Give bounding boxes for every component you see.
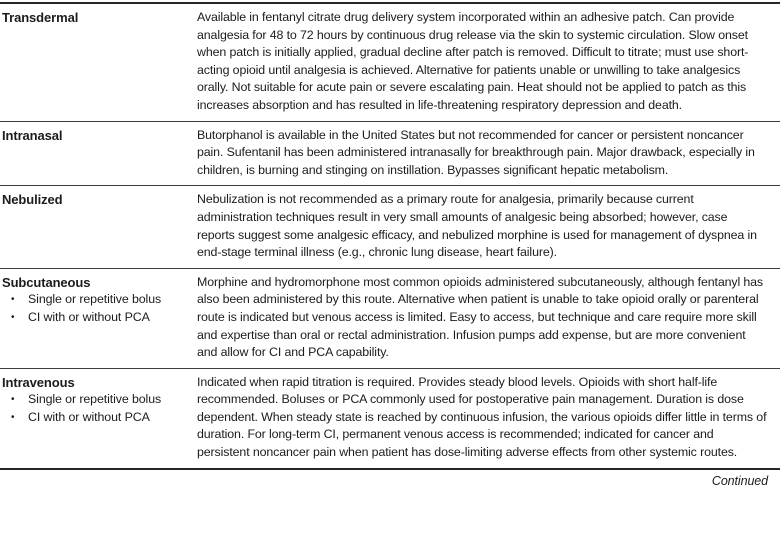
route-name: Nebulized xyxy=(2,192,63,208)
table-row-subcutaneous xyxy=(0,269,780,369)
table-row-intravenous xyxy=(0,369,780,470)
table-row-transdermal xyxy=(0,4,780,122)
administration-routes-table xyxy=(0,2,780,470)
bullet-label: Single or repetitive bolus xyxy=(28,392,162,407)
route-cell xyxy=(0,374,197,462)
route-name: Intravenous xyxy=(2,374,75,390)
list-item xyxy=(2,291,189,309)
route-name: Intranasal xyxy=(2,127,63,143)
route-name: Subcutaneous xyxy=(2,274,91,290)
table-row-intranasal xyxy=(0,122,780,187)
bullet-icon: • xyxy=(11,311,15,323)
table-footer xyxy=(0,470,780,490)
description-cell: Butorphanol is available in the United States but not recommended for cancer or persistent noncancer pain. Sufentanil has been administered intranasally for breakthrough pain. Major drawback, especially in children, is burning and stinging on instillation. Bypasses significant hepatic metabolism. xyxy=(197,127,755,177)
description-cell: Morphine and hydromorphone most common opioids administered subcutaneously, although fentanyl has also been administered by this route. Alternative when patient is unable to take opioid orally or parenteral route is indicated but venous access is limited. Easy to access, but technique and care require more skill and expertise than oral or rectal administration. Infusion pumps add expense, but are more convenient and allow for CI and PCA capability. xyxy=(197,274,764,360)
route-cell xyxy=(0,191,197,261)
list-item xyxy=(2,309,189,327)
bullet-label: CI with or without PCA xyxy=(28,409,150,424)
route-name: Transdermal xyxy=(2,10,79,25)
bullet-icon: • xyxy=(11,394,15,406)
route-cell xyxy=(0,274,197,362)
route-options-list xyxy=(2,291,189,326)
description-cell: Available in fentanyl citrate drug delivery system incorporated within an adhesive patch. Can provide analgesia for 48 to 72 hours by continuous drug release via the skin to systemic circulation. Slow onset when patch is initially applied, gradual decline after patch is removed. Difficult to titrate; must use short-acting opioid until analgesia is achieved. Alternative for patients unable or unwilling to take analgesics orally. Not suitable for acute pain or severe escalating pain. Heat should not be applied to patch as this increases absorption and has resulted in life-threatening respiratory depression and death. xyxy=(197,10,749,112)
list-item xyxy=(2,409,189,427)
route-cell xyxy=(0,9,197,115)
bullet-icon: • xyxy=(11,294,15,306)
list-item xyxy=(2,391,189,409)
table-row-nebulized xyxy=(0,186,780,268)
bullet-icon: • xyxy=(11,411,15,423)
route-options-list xyxy=(2,391,189,426)
description-cell: Indicated when rapid titration is required. Provides steady blood levels. Opioids with short half-life recommended. Boluses or PCA commonly used for postoperative pain management. Duration is dose dependent. When steady state is reached by continuous infusion, the various opioids differ little in terms of duration. For long-term CI, permanent venous access is recommended; indicated for cancer and persistent noncancer pain when patient has dose-limiting adverse effects from other systemic routes. xyxy=(197,374,767,460)
continued-label: Continued xyxy=(711,473,768,488)
bullet-label: CI with or without PCA xyxy=(28,309,150,324)
bullet-label: Single or repetitive bolus xyxy=(28,292,162,307)
route-cell xyxy=(0,127,197,180)
description-cell: Nebulization is not recommended as a primary route for analgesia, primarily because current administration techniques result in very small amounts of analgesic being absorbed; however, case reports suggest some analgesic efficacy, and nebulized morphine is used for management of dyspnea in end-stage terminal illness (e.g., chronic lung disease, heart failure). xyxy=(197,192,757,260)
